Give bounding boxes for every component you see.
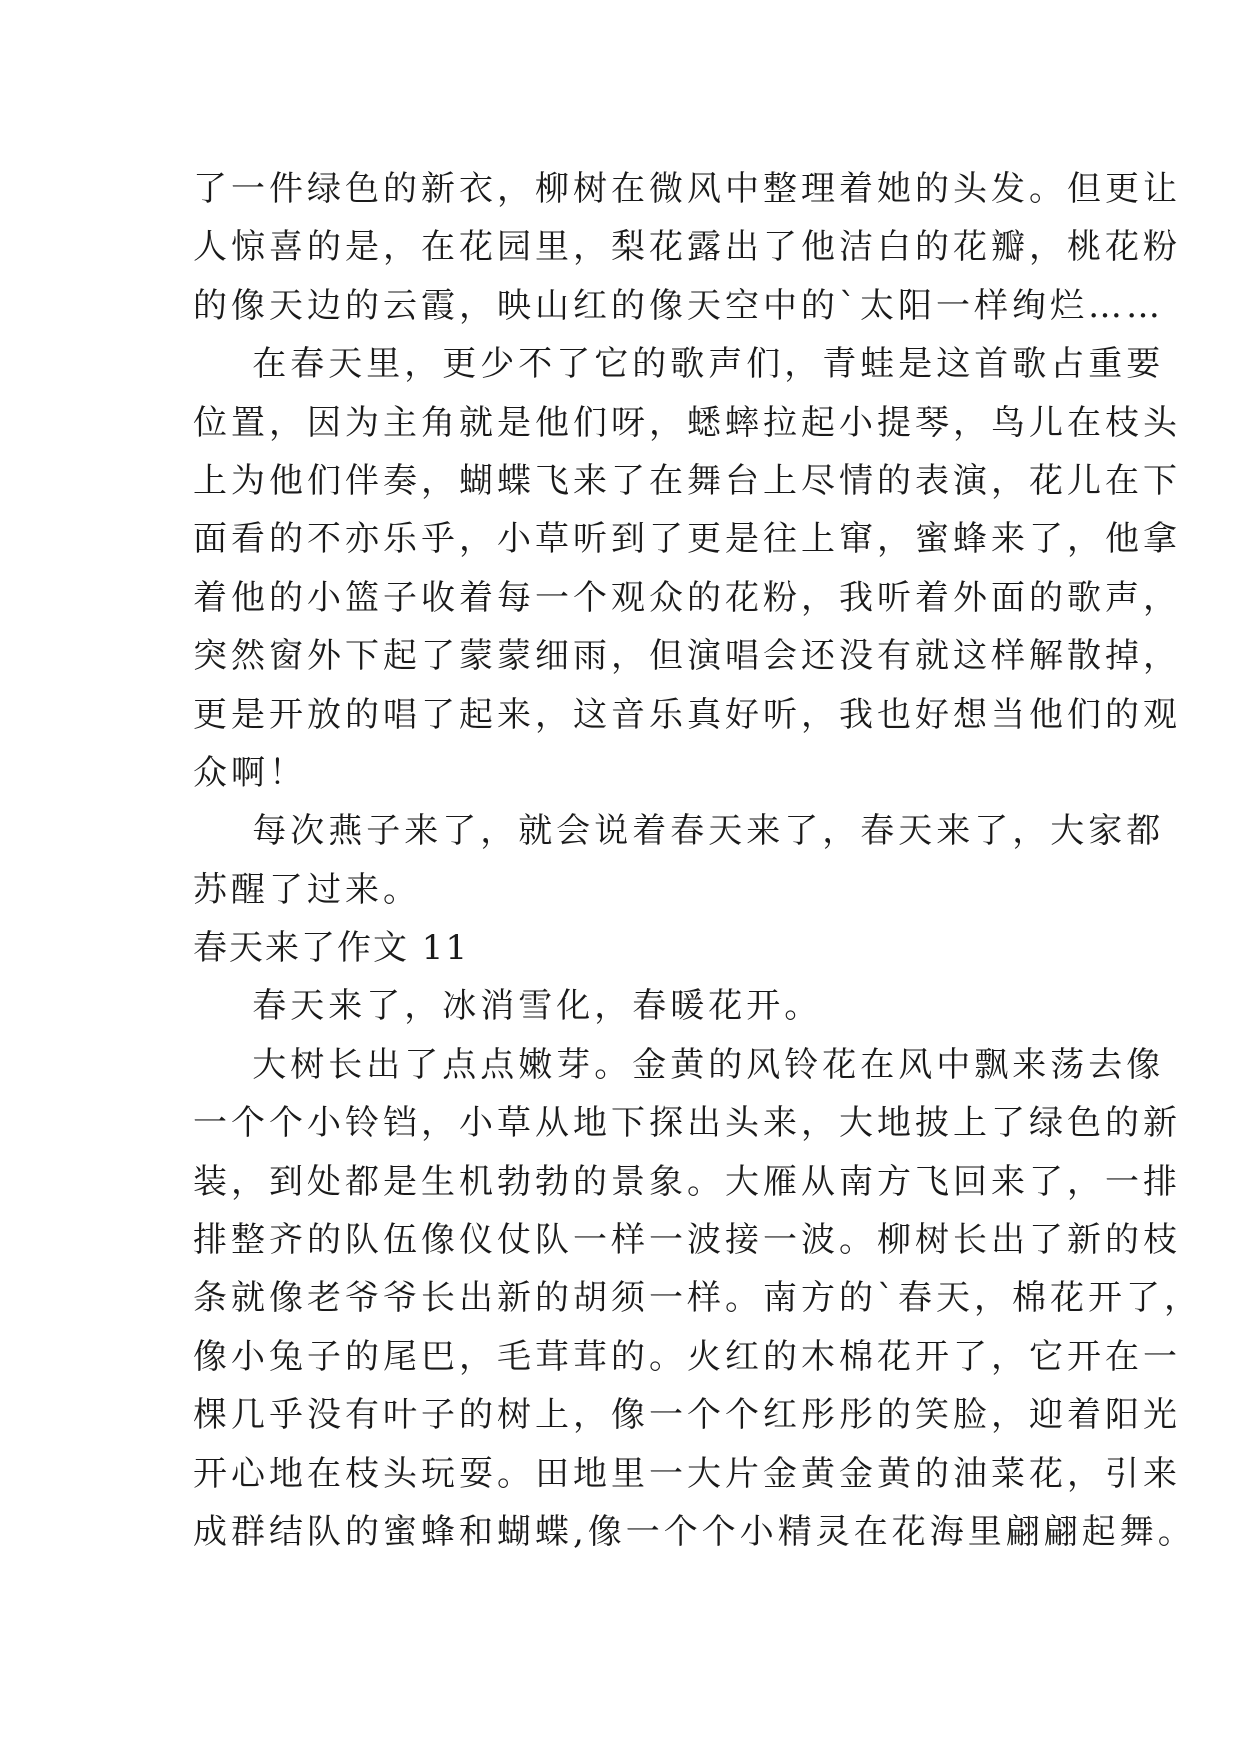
text-line: 更是开放的唱了起来，这音乐真好听，我也好想当他们的观 bbox=[193, 694, 1181, 735]
text-line: 大树长出了点点嫩芽。金黄的风铃花在风中飘来荡去像 bbox=[193, 1044, 1165, 1085]
text-line: 装，到处都是生机勃勃的景象。大雁从南方飞回来了，一排 bbox=[193, 1161, 1181, 1202]
text-line: 着他的小篮子收着每一个观众的花粉，我听着外面的歌声， bbox=[193, 577, 1181, 618]
text-line: 春天来了，冰消雪化，春暖花开。 bbox=[193, 986, 823, 1027]
text-line: 在春天里，更少不了它的歌声们，青蛙是这首歌占重要 bbox=[193, 344, 1165, 385]
text-line: 苏醒了过来。 bbox=[193, 869, 421, 910]
text-line: 成群结队的蜜蜂和蝴蝶,像一个个小精灵在花海里翩翩起舞。 bbox=[193, 1511, 1196, 1552]
text-line: 上为他们伴奏，蝴蝶飞来了在舞台上尽情的表演，花儿在下 bbox=[193, 460, 1181, 501]
text-line: 一个个小铃铛，小草从地下探出头来，大地披上了绿色的新 bbox=[193, 1103, 1181, 1144]
text-line: 开心地在枝头玩耍。田地里一大片金黄金黄的油菜花，引来 bbox=[193, 1453, 1181, 1494]
text-line: 了一件绿色的新衣，柳树在微风中整理着她的头发。但更让 bbox=[193, 169, 1181, 209]
text-line: 排整齐的队伍像仪仗队一样一波接一波。柳树长出了新的枝 bbox=[193, 1220, 1181, 1261]
text-line: 条就像老爷爷长出新的胡须一样。南方的`春天，棉花开了， bbox=[193, 1278, 1202, 1319]
text-line: 突然窗外下起了蒙蒙细雨，但演唱会还没有就这样解散掉， bbox=[193, 636, 1181, 677]
text-line: 位置，因为主角就是他们呀，蟋蟀拉起小提琴，鸟儿在枝头 bbox=[193, 402, 1181, 443]
text-line: 众啊！ bbox=[193, 752, 307, 793]
document-body bbox=[193, 160, 1202, 1561]
text-line: 棵几乎没有叶子的树上，像一个个红彤彤的笑脸，迎着阳光 bbox=[193, 1395, 1181, 1436]
text-line: 面看的不亦乐乎，小草听到了更是往上窜，蜜蜂来了，他拿 bbox=[193, 519, 1181, 560]
section-heading: 春天来了作文 11 bbox=[193, 928, 470, 969]
text-line: 像小兔子的尾巴，毛茸茸的。火红的木棉花开了，它开在一 bbox=[193, 1336, 1181, 1377]
text-line: 的像天边的云霞，映山红的像天空中的`太阳一样绚烂…… bbox=[193, 285, 1164, 326]
text-line: 人惊喜的是，在花园里，梨花露出了他洁白的花瓣，桃花粉 bbox=[193, 227, 1181, 268]
text-line: 每次燕子来了，就会说着春天来了，春天来了，大家都 bbox=[193, 811, 1165, 852]
